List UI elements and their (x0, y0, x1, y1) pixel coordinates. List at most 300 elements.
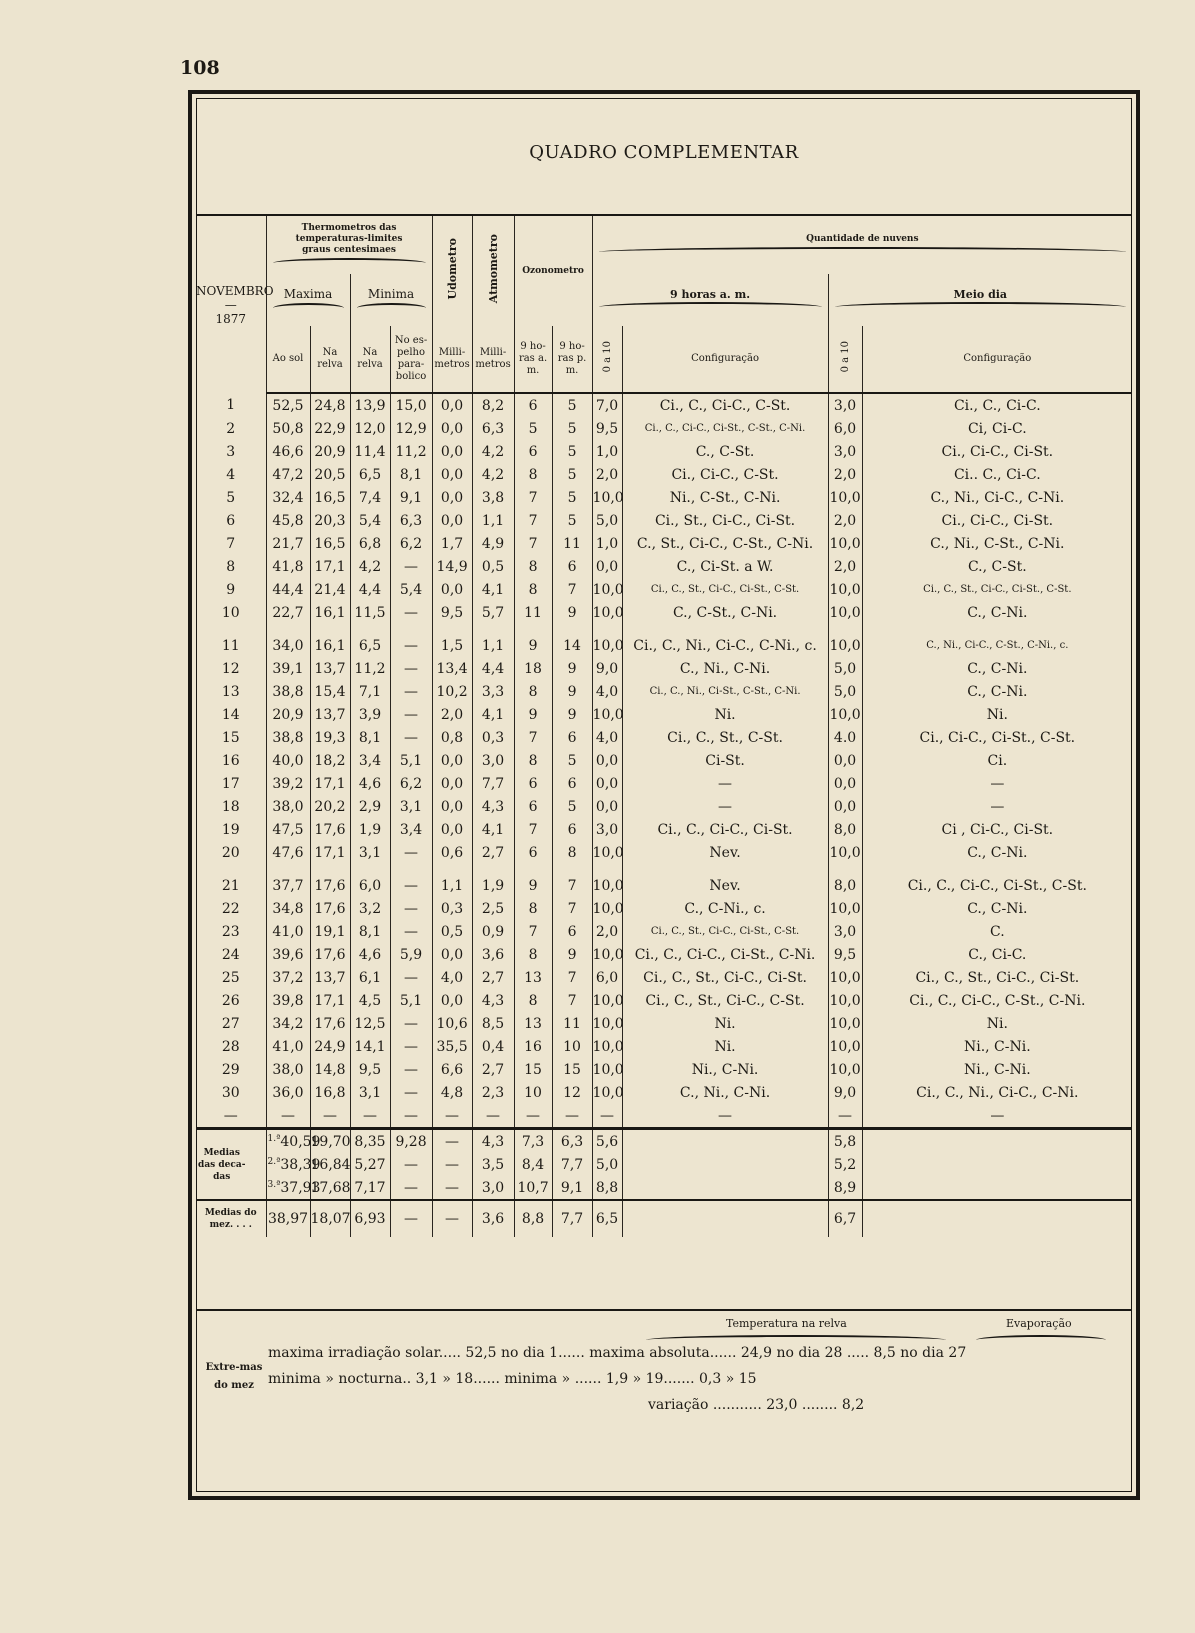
table-cell: 18 (514, 657, 552, 680)
table-cell: — (862, 772, 1132, 795)
table-cell: C., Ni., C-Ni. (622, 1081, 828, 1104)
table-cell: 39,1 (266, 657, 310, 680)
table-cell: 4,0 (432, 966, 472, 989)
table-cell: 13 (514, 1012, 552, 1035)
table-cell: 10,0 (828, 966, 862, 989)
minima-label: Minima (367, 287, 415, 301)
table-cell: 0,4 (472, 1035, 514, 1058)
table-cell: 41,0 (266, 920, 310, 943)
table-cell: 6,8 (350, 532, 390, 555)
brace (273, 303, 344, 313)
table-cell: 0,0 (432, 818, 472, 841)
table-cell: 5 (552, 393, 592, 417)
table-cell: 4,5 (350, 989, 390, 1012)
table-cell: 6,5 (350, 634, 390, 657)
gap-cell (350, 624, 390, 634)
table-cell: 7,0 (592, 393, 622, 417)
table-cell: 3,5 (472, 1153, 514, 1176)
table-cell: 3,1 (350, 841, 390, 864)
table-row (196, 634, 1132, 657)
table-cell: 9,1 (552, 1176, 592, 1200)
brace (357, 303, 426, 313)
table-cell: 0,0 (432, 463, 472, 486)
table-cell: 6,3 (472, 417, 514, 440)
table-cell: 5 (514, 417, 552, 440)
table-cell: Ci., C., Ni., Ci-C., C-Ni., c. (622, 634, 828, 657)
table-cell: 10,0 (592, 1035, 622, 1058)
table-cell: 6 (552, 726, 592, 749)
table-cell: 47,2 (266, 463, 310, 486)
table-cell: C., Ci-C. (862, 943, 1132, 966)
table-cell: Ci, Ci-C. (862, 417, 1132, 440)
table-cell: 7,7 (552, 1200, 592, 1237)
table-cell: 7,3 (514, 1129, 552, 1154)
table-cell: 1,0 (592, 440, 622, 463)
table-cell: 46,6 (266, 440, 310, 463)
table-cell: 8,4 (514, 1153, 552, 1176)
table-cell: 10,0 (592, 1058, 622, 1081)
thermometers-label: Thermometros das temperaturas-limites graus centesimaes (295, 222, 403, 255)
gap-cell (622, 624, 828, 634)
table-cell: 4,3 (472, 989, 514, 1012)
cell-value: 37,93 (280, 1179, 321, 1196)
table-cell: 8 (514, 897, 552, 920)
table-cell: 6,2 (390, 772, 432, 795)
table-cell: 10,0 (592, 943, 622, 966)
table-cell: 12,0 (350, 417, 390, 440)
table-cell: 20,3 (310, 509, 350, 532)
table-cell: 0,0 (432, 578, 472, 601)
table-cell: Nev. (622, 841, 828, 864)
table-cell: 6,6 (432, 1058, 472, 1081)
gap-cell (862, 864, 1132, 874)
nine-am-header (592, 274, 828, 326)
table-cell: Ni. (622, 1035, 828, 1058)
brace (976, 1335, 1106, 1345)
table-row (196, 749, 1132, 772)
gap-cell (552, 864, 592, 874)
na-relva-min-label: Na relva (357, 347, 383, 370)
table-cell: Ci-St. (622, 749, 828, 772)
table-cell: 10,0 (828, 486, 862, 509)
table-cell: 9,5 (350, 1058, 390, 1081)
table-cell: 26 (221, 992, 240, 1009)
scale-label-1: 0 a 10 (601, 341, 613, 373)
table-cell: 6 (514, 841, 552, 864)
table-cell: 8 (514, 578, 552, 601)
table-cell: 10,0 (592, 1081, 622, 1104)
table-cell: 5 (552, 749, 592, 772)
decade-average-label-text: Medias das deca-das (198, 1147, 246, 1182)
ao-sol-label: Ao sol (272, 353, 304, 364)
table-cell: C. (862, 920, 1132, 943)
year-label: 1877 (215, 311, 247, 326)
oz-pm-label: 9 ho-ras p. m. (557, 341, 587, 376)
table-cell: 0,0 (432, 417, 472, 440)
milli-label-2: Milli-metros (475, 347, 511, 370)
config-header-2 (862, 326, 1132, 393)
table-cell: — (828, 1104, 862, 1129)
espelho-header (390, 326, 432, 393)
table-cell: 0,3 (432, 897, 472, 920)
table-cell: 3,3 (472, 680, 514, 703)
table-cell: 2,7 (472, 966, 514, 989)
table-cell: 4,3 (472, 1129, 514, 1154)
table-cell: — (390, 897, 432, 920)
table-cell: 10,0 (828, 601, 862, 624)
table-cell: C., C-St. (862, 555, 1132, 578)
table-cell: — (552, 1104, 592, 1129)
table-cell: C., Ni., C-St., C-Ni. (862, 532, 1132, 555)
table-cell: 5,0 (828, 680, 862, 703)
table-cell: 7,4 (350, 486, 390, 509)
table-cell: 7 (514, 509, 552, 532)
table-cell: 5,4 (390, 578, 432, 601)
table-cell: 52,5 (266, 393, 310, 417)
table-cell: 13,7 (310, 966, 350, 989)
table-cell: 3,0 (592, 818, 622, 841)
table-cell: Ci., Ci-C., Ci-St. (862, 509, 1132, 532)
table-cell: 15,0 (390, 393, 432, 417)
config-header-1 (622, 326, 828, 393)
table-cell: 13 (514, 966, 552, 989)
table-cell: 11 (221, 637, 240, 654)
table-cell: 4,2 (472, 463, 514, 486)
table-cell: C., Ci-St. a W. (622, 555, 828, 578)
table-cell: Ci., Ci-C., Ci-St. (862, 440, 1132, 463)
table-cell: 11,5 (350, 601, 390, 624)
decade-ordinal: 3.ª (267, 1179, 281, 1190)
table-cell: 9 (226, 581, 236, 598)
table-cell: 11 (514, 601, 552, 624)
gap-cell (310, 624, 350, 634)
table-cell: 12,9 (390, 417, 432, 440)
table-row (196, 772, 1132, 795)
table-cell: 50,8 (266, 417, 310, 440)
table-cell: 41,0 (266, 1035, 310, 1058)
table-cell: 4,8 (432, 1081, 472, 1104)
gap-cell (472, 864, 514, 874)
table-cell: C., C-Ni. (862, 657, 1132, 680)
table-cell: 7,7 (472, 772, 514, 795)
config-label-1: Configuração (691, 353, 760, 364)
table-body (196, 393, 1132, 1237)
table-cell: — (390, 601, 432, 624)
table-cell: 47,6 (266, 841, 310, 864)
decade-ordinal: 2.ª (267, 1156, 281, 1167)
decade-gap (196, 624, 1132, 634)
table-row (196, 795, 1132, 818)
table-cell: 2,7 (472, 1058, 514, 1081)
atmometro-header (472, 215, 514, 326)
decade-ordinal: 1.ª (267, 1133, 281, 1144)
table-cell: — (390, 1104, 432, 1129)
table-cell: 4,0 (592, 680, 622, 703)
table-cell: 20,9 (310, 440, 350, 463)
table-cell: 0,0 (432, 486, 472, 509)
table-cell: — (390, 657, 432, 680)
table-cell: 14 (221, 706, 240, 723)
table-row (196, 532, 1132, 555)
table-cell: 28 (221, 1038, 240, 1055)
table-cell: Nev. (622, 874, 828, 897)
table-cell: Ci., C., St., Ci-C., C-St. (622, 989, 828, 1012)
table-cell: 10 (221, 604, 240, 621)
table-cell: 7,17 (350, 1176, 390, 1200)
table-cell: 6 (514, 393, 552, 417)
table-cell: 34,0 (266, 634, 310, 657)
minima-header (350, 274, 432, 326)
decade-gap (196, 864, 1132, 874)
decade-average-row (196, 1153, 1132, 1176)
table-cell: 7 (514, 920, 552, 943)
table-cell: 7 (514, 818, 552, 841)
table-cell: — (622, 795, 828, 818)
table-cell (862, 1200, 1132, 1237)
table-cell: 17,6 (310, 943, 350, 966)
gap-cell (592, 864, 622, 874)
brace (273, 258, 426, 268)
table-cell: 17,1 (310, 841, 350, 864)
table-cell: — (390, 966, 432, 989)
table-cell: 17,1 (310, 772, 350, 795)
table-row (196, 555, 1132, 578)
table-cell: 5 (552, 486, 592, 509)
table-cell: 4 (226, 466, 236, 483)
table-cell: 21,7 (266, 532, 310, 555)
table-cell: 6 (514, 772, 552, 795)
table-row (196, 726, 1132, 749)
table-cell: 10,2 (432, 680, 472, 703)
table-cell: 11 (552, 1012, 592, 1035)
table-cell: C., Ni., Ci-C., C-Ni. (862, 486, 1132, 509)
table-cell: — (390, 680, 432, 703)
table-cell: Ci. (862, 749, 1132, 772)
table-cell: 5,0 (592, 1153, 622, 1176)
table-cell: 10,0 (592, 1012, 622, 1035)
table-cell: 0,0 (432, 989, 472, 1012)
table-cell: 41,8 (266, 555, 310, 578)
table-cell: C., St., Ci-C., C-St., C-Ni. (622, 532, 828, 555)
table-row (196, 463, 1132, 486)
maxima-header (266, 274, 350, 326)
table-row (196, 818, 1132, 841)
table-cell: 0,0 (828, 795, 862, 818)
table-cell: 30 (221, 1084, 240, 1101)
page-number: 108 (180, 57, 220, 79)
table-cell: 8 (514, 555, 552, 578)
table-cell: 38,8 (266, 680, 310, 703)
table-cell: 7 (552, 966, 592, 989)
table-cell: 10,0 (592, 578, 622, 601)
table-cell: 15 (221, 729, 240, 746)
table-cell: 3,1 (350, 1081, 390, 1104)
table-cell: — (390, 726, 432, 749)
table-row (196, 657, 1132, 680)
table-cell: 13,7 (310, 657, 350, 680)
table-cell: 19 (221, 821, 240, 838)
table-cell: — (390, 1081, 432, 1104)
table-cell: 8 (514, 463, 552, 486)
table-cell: 2,0 (592, 920, 622, 943)
table-cell: 10 (514, 1081, 552, 1104)
table-cell: 3,6 (472, 1200, 514, 1237)
table-cell: 4,6 (350, 772, 390, 795)
table-cell: — (622, 772, 828, 795)
table-cell: 10,0 (828, 578, 862, 601)
gap-cell (390, 864, 432, 874)
table-cell: 15 (514, 1058, 552, 1081)
table-cell: Ni. (622, 1012, 828, 1035)
table-cell: 0,8 (432, 726, 472, 749)
table-cell: 38,8 (266, 726, 310, 749)
table-cell: 10,0 (592, 634, 622, 657)
table-cell: Ni. (862, 1012, 1132, 1035)
table-cell: C., C-St., C-Ni. (622, 601, 828, 624)
table-cell: — (622, 1104, 828, 1129)
table-cell: 8 (514, 943, 552, 966)
table-cell: 34,8 (266, 897, 310, 920)
table-cell: 17,68 (310, 1176, 350, 1200)
table-cell: 20,5 (310, 463, 350, 486)
table-cell: 18 (221, 798, 240, 815)
table-cell: Ci., C., St., Ci-C., Ci-St. (862, 966, 1132, 989)
table-cell: 24,8 (310, 393, 350, 417)
table-cell: — (432, 1153, 472, 1176)
table-cell: C., C-St. (622, 440, 828, 463)
table-cell: 15,4 (310, 680, 350, 703)
table-cell: Ci., C., St., Ci-C., Ci-St. (622, 966, 828, 989)
table-cell: — (432, 1129, 472, 1154)
table-cell: 10,0 (828, 1058, 862, 1081)
table-cell: 17,6 (310, 897, 350, 920)
table-cell: Ni. (862, 703, 1132, 726)
table-cell: 10,0 (828, 1012, 862, 1035)
table-cell: 16,1 (310, 634, 350, 657)
table-cell: 3 (226, 443, 236, 460)
table-row (196, 578, 1132, 601)
gap-cell (390, 624, 432, 634)
table-cell: 16,84 (310, 1153, 350, 1176)
table-cell: 9 (514, 703, 552, 726)
table-cell: 9 (552, 657, 592, 680)
scale-label-2: 0 a 10 (839, 341, 851, 373)
table-cell: 16,5 (310, 486, 350, 509)
table-cell: 11,2 (390, 440, 432, 463)
table-cell: 11,4 (350, 440, 390, 463)
ozonometro-header (514, 215, 592, 326)
table-cell: — (390, 703, 432, 726)
table-cell: 17,6 (310, 874, 350, 897)
table-cell: 5 (552, 509, 592, 532)
table-row (196, 943, 1132, 966)
table-cell: 38,0 (266, 1058, 310, 1081)
table-cell: 6 (552, 920, 592, 943)
table-cell: 19,1 (310, 920, 350, 943)
table-cell: 12 (221, 660, 240, 677)
table-cell: 10,7 (514, 1176, 552, 1200)
table-cell: 2 (226, 420, 236, 437)
table-cell: — (514, 1104, 552, 1129)
table-row (196, 1104, 1132, 1129)
table-cell: 5,27 (350, 1153, 390, 1176)
table-cell: 21 (221, 877, 240, 894)
table-cell: Ci., C., Ci-C. (862, 393, 1132, 417)
table-cell: 3,1 (390, 795, 432, 818)
table-cell: 40,0 (266, 749, 310, 772)
milli-header-2 (472, 326, 514, 393)
table-cell (622, 1129, 828, 1154)
table-cell: 6,5 (592, 1200, 622, 1237)
table-cell: 27 (221, 1015, 240, 1032)
table-cell: 7 (552, 897, 592, 920)
table-cell: 4.0 (828, 726, 862, 749)
table-cell: — (390, 874, 432, 897)
table-cell: 6,7 (828, 1200, 862, 1237)
month-label: NOVEMBRO (196, 283, 274, 298)
evap-heading: Evaporação (1006, 1317, 1072, 1330)
table-cell: — (432, 1104, 472, 1129)
table-cell: 6,5 (350, 463, 390, 486)
table-cell: 6 (514, 440, 552, 463)
oz-am-header (514, 326, 552, 393)
gap-cell (266, 624, 310, 634)
table-cell: 4,0 (592, 726, 622, 749)
table-cell: 1 (226, 397, 236, 413)
table-cell: 9,0 (828, 1081, 862, 1104)
table-cell: 4,2 (472, 440, 514, 463)
table-cell: 3,0 (828, 393, 862, 417)
table-cell: 5,0 (592, 509, 622, 532)
gap-cell (592, 624, 622, 634)
table-cell: 39,6 (266, 943, 310, 966)
table-cell: 0,0 (432, 393, 472, 417)
table-cell: Ni. (622, 703, 828, 726)
table-cell: 8,5 (472, 1012, 514, 1035)
table-cell: 8,9 (828, 1176, 862, 1200)
table-cell: 4,4 (472, 657, 514, 680)
gap-cell (350, 864, 390, 874)
table-cell: 0,6 (432, 841, 472, 864)
table-cell: 2,5 (472, 897, 514, 920)
table-cell: 16,1 (310, 601, 350, 624)
na-relva-label: Na relva (317, 347, 343, 370)
table-cell (862, 1176, 1132, 1200)
table-cell: 0,0 (432, 440, 472, 463)
table-row (196, 897, 1132, 920)
table-cell: 4,9 (472, 532, 514, 555)
gap-cell (472, 624, 514, 634)
gap-cell (310, 864, 350, 874)
table-cell: Ci., C., Ci-C., Ci-St., C-St., C-Ni. (622, 417, 828, 440)
table-cell: 3,0 (828, 440, 862, 463)
table-cell: 12 (552, 1081, 592, 1104)
espelho-label: No es-pelho para-bolico (394, 335, 428, 382)
table-cell: Ci., Ci-C., Ci-St., C-St. (862, 726, 1132, 749)
table-cell: C., C-Ni. (862, 680, 1132, 703)
table-cell: 9,1 (390, 486, 432, 509)
decade-average-label (196, 1129, 266, 1201)
table-cell: 37,2 (266, 966, 310, 989)
table-cell: 12,5 (350, 1012, 390, 1035)
table-cell: 18,2 (310, 749, 350, 772)
table-cell: 2,0 (828, 509, 862, 532)
table-cell: 0,5 (472, 555, 514, 578)
table-cell: C., Ni., Ci-C., C-St., C-Ni., c. (862, 634, 1132, 657)
table-cell: — (223, 1107, 238, 1124)
table-cell: Ci.. C., Ci-C. (862, 463, 1132, 486)
table-cell: 11 (552, 532, 592, 555)
